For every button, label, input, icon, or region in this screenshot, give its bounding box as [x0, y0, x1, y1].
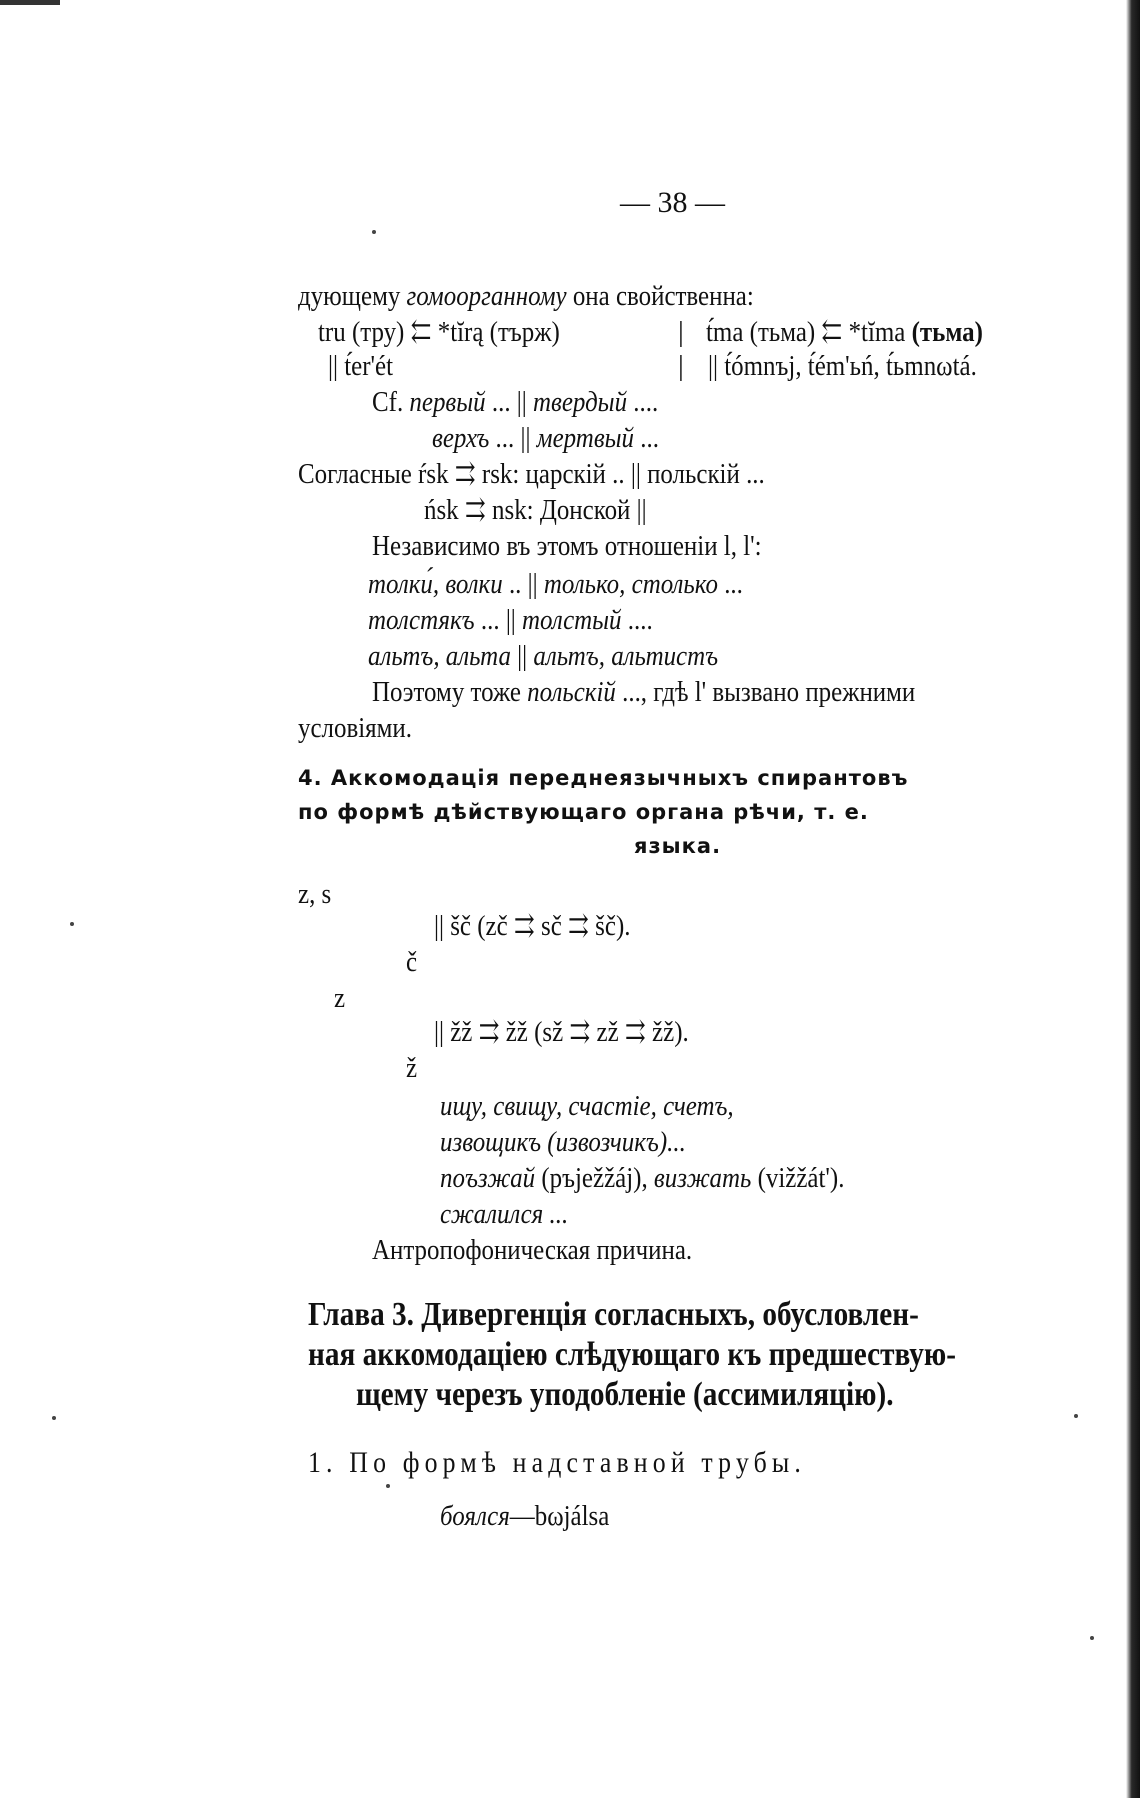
scan-edge-shadow — [1126, 0, 1140, 1798]
example-line: извощикъ (извозчикъ)... — [440, 1126, 686, 1158]
symbol: ž — [406, 1052, 418, 1084]
text-run: ... || — [489, 422, 537, 454]
text-run: (vižžát'). — [751, 1162, 845, 1194]
example-line: сжалился ... — [440, 1198, 569, 1230]
text-run: || — [510, 640, 534, 672]
scan-corner-mark — [0, 0, 60, 5]
example-line — [706, 318, 983, 347]
italic-term: боялся — [440, 1500, 510, 1532]
scan-speck — [70, 922, 74, 926]
text-line: ńsk ⇉ nsk: Донской || — [424, 494, 647, 526]
italic-term: альтъ, альта — [368, 640, 511, 672]
italic-term: визжать — [653, 1162, 752, 1194]
text-line: Антропофоническая причина. — [372, 1234, 693, 1266]
text-line — [368, 570, 743, 599]
text-line: условіями. — [298, 712, 413, 744]
scan-speck — [372, 230, 376, 234]
scan-speck — [52, 1416, 56, 1420]
column-separator: | — [678, 316, 684, 348]
text-run: ... || — [474, 604, 523, 636]
text-line — [372, 678, 915, 707]
section-heading: 4. Аккомодація переднеязычныхъ спирантовъ — [298, 766, 909, 790]
text-line — [368, 606, 653, 635]
example-line: || t́ómnъj, t́ém'ьń, t́ьmnωtá. — [708, 350, 977, 382]
example-line — [440, 1164, 844, 1193]
text-run: (ръježžáj), — [535, 1162, 654, 1194]
italic-term: толстый — [522, 604, 622, 636]
text-run: ... — [717, 568, 743, 600]
symbol: z, s — [298, 878, 332, 910]
italic-term: поъзжай — [440, 1162, 536, 1194]
scan-speck — [1074, 1414, 1078, 1418]
italic-term: твердый — [533, 386, 628, 418]
text-run: —bωjálsa — [509, 1500, 610, 1532]
chapter-heading: ная аккомодаціею слѣдующаго къ предшествую- — [308, 1336, 956, 1373]
italic-term: толстякъ — [368, 604, 475, 636]
text-run: .. || — [502, 568, 544, 600]
italic-term: только, столько — [543, 568, 718, 600]
example-line: ищу, свищу, счастіе, счетъ, — [440, 1090, 734, 1122]
text-run: ... — [634, 422, 659, 454]
text-run: t́ma (тьма) ⇇ *tĭma — [706, 316, 912, 348]
text-run: .... — [621, 604, 653, 636]
example-line — [440, 1502, 609, 1531]
section-heading: по формѣ дѣйствующаго органа рѣчи, т. е. — [298, 800, 869, 824]
example-line: || t́er'ét — [328, 350, 394, 382]
symbol: z — [334, 982, 346, 1014]
text-line — [298, 282, 754, 311]
italic-term: мертвый — [536, 422, 635, 454]
text-run: она свойственна: — [566, 280, 754, 312]
italic-term: альтъ, альтистъ — [533, 640, 719, 672]
italic-term: верхъ — [432, 422, 490, 454]
italic-term: первый — [409, 386, 486, 418]
text-run: ..., гдѣ l' вызвано прежними — [615, 676, 916, 708]
scan-speck — [386, 1484, 390, 1488]
text-run: Поэтому тоже — [372, 676, 528, 708]
text-line: Согласные ŕsk ⇉ rsk: царскій .. || польскій ... — [298, 458, 765, 490]
italic-term: гомоорганному — [406, 280, 567, 312]
column-separator: | — [678, 350, 684, 382]
rule-line: || šč (zč ⇉ sč ⇉ šč). — [434, 910, 631, 942]
chapter-heading: щему черезъ уподобленіе (ассимиляцію). — [356, 1376, 894, 1413]
chapter-heading: Глава 3. Дивергенція согласныхъ, обусловлен- — [308, 1296, 919, 1333]
italic-term: толки́, волки — [368, 568, 503, 600]
text-line — [372, 388, 658, 417]
example-line: tru (тру) ⇇ *tĭrą (търж) — [318, 316, 560, 348]
bold-term: (тьма) — [911, 316, 983, 348]
text-run: .... — [627, 386, 659, 418]
text-run: Cf. — [372, 386, 410, 418]
text-line — [368, 642, 718, 671]
text-run: дующему — [298, 280, 407, 312]
text-line — [432, 424, 659, 453]
symbol: č — [406, 946, 418, 978]
page-number: — 38 — — [620, 186, 725, 219]
subsection-heading: 1. По формѣ надставной трубы. — [308, 1446, 806, 1479]
section-heading: языка. — [634, 834, 722, 858]
text-run: ... || — [485, 386, 534, 418]
rule-line: || žž ⇉ žž (sž ⇉ zž ⇉ žž). — [434, 1016, 689, 1048]
text-line: Независимо въ этомъ отношеніи l, l': — [372, 530, 762, 562]
scan-speck — [1090, 1636, 1094, 1640]
italic-term: польскій — [527, 676, 616, 708]
